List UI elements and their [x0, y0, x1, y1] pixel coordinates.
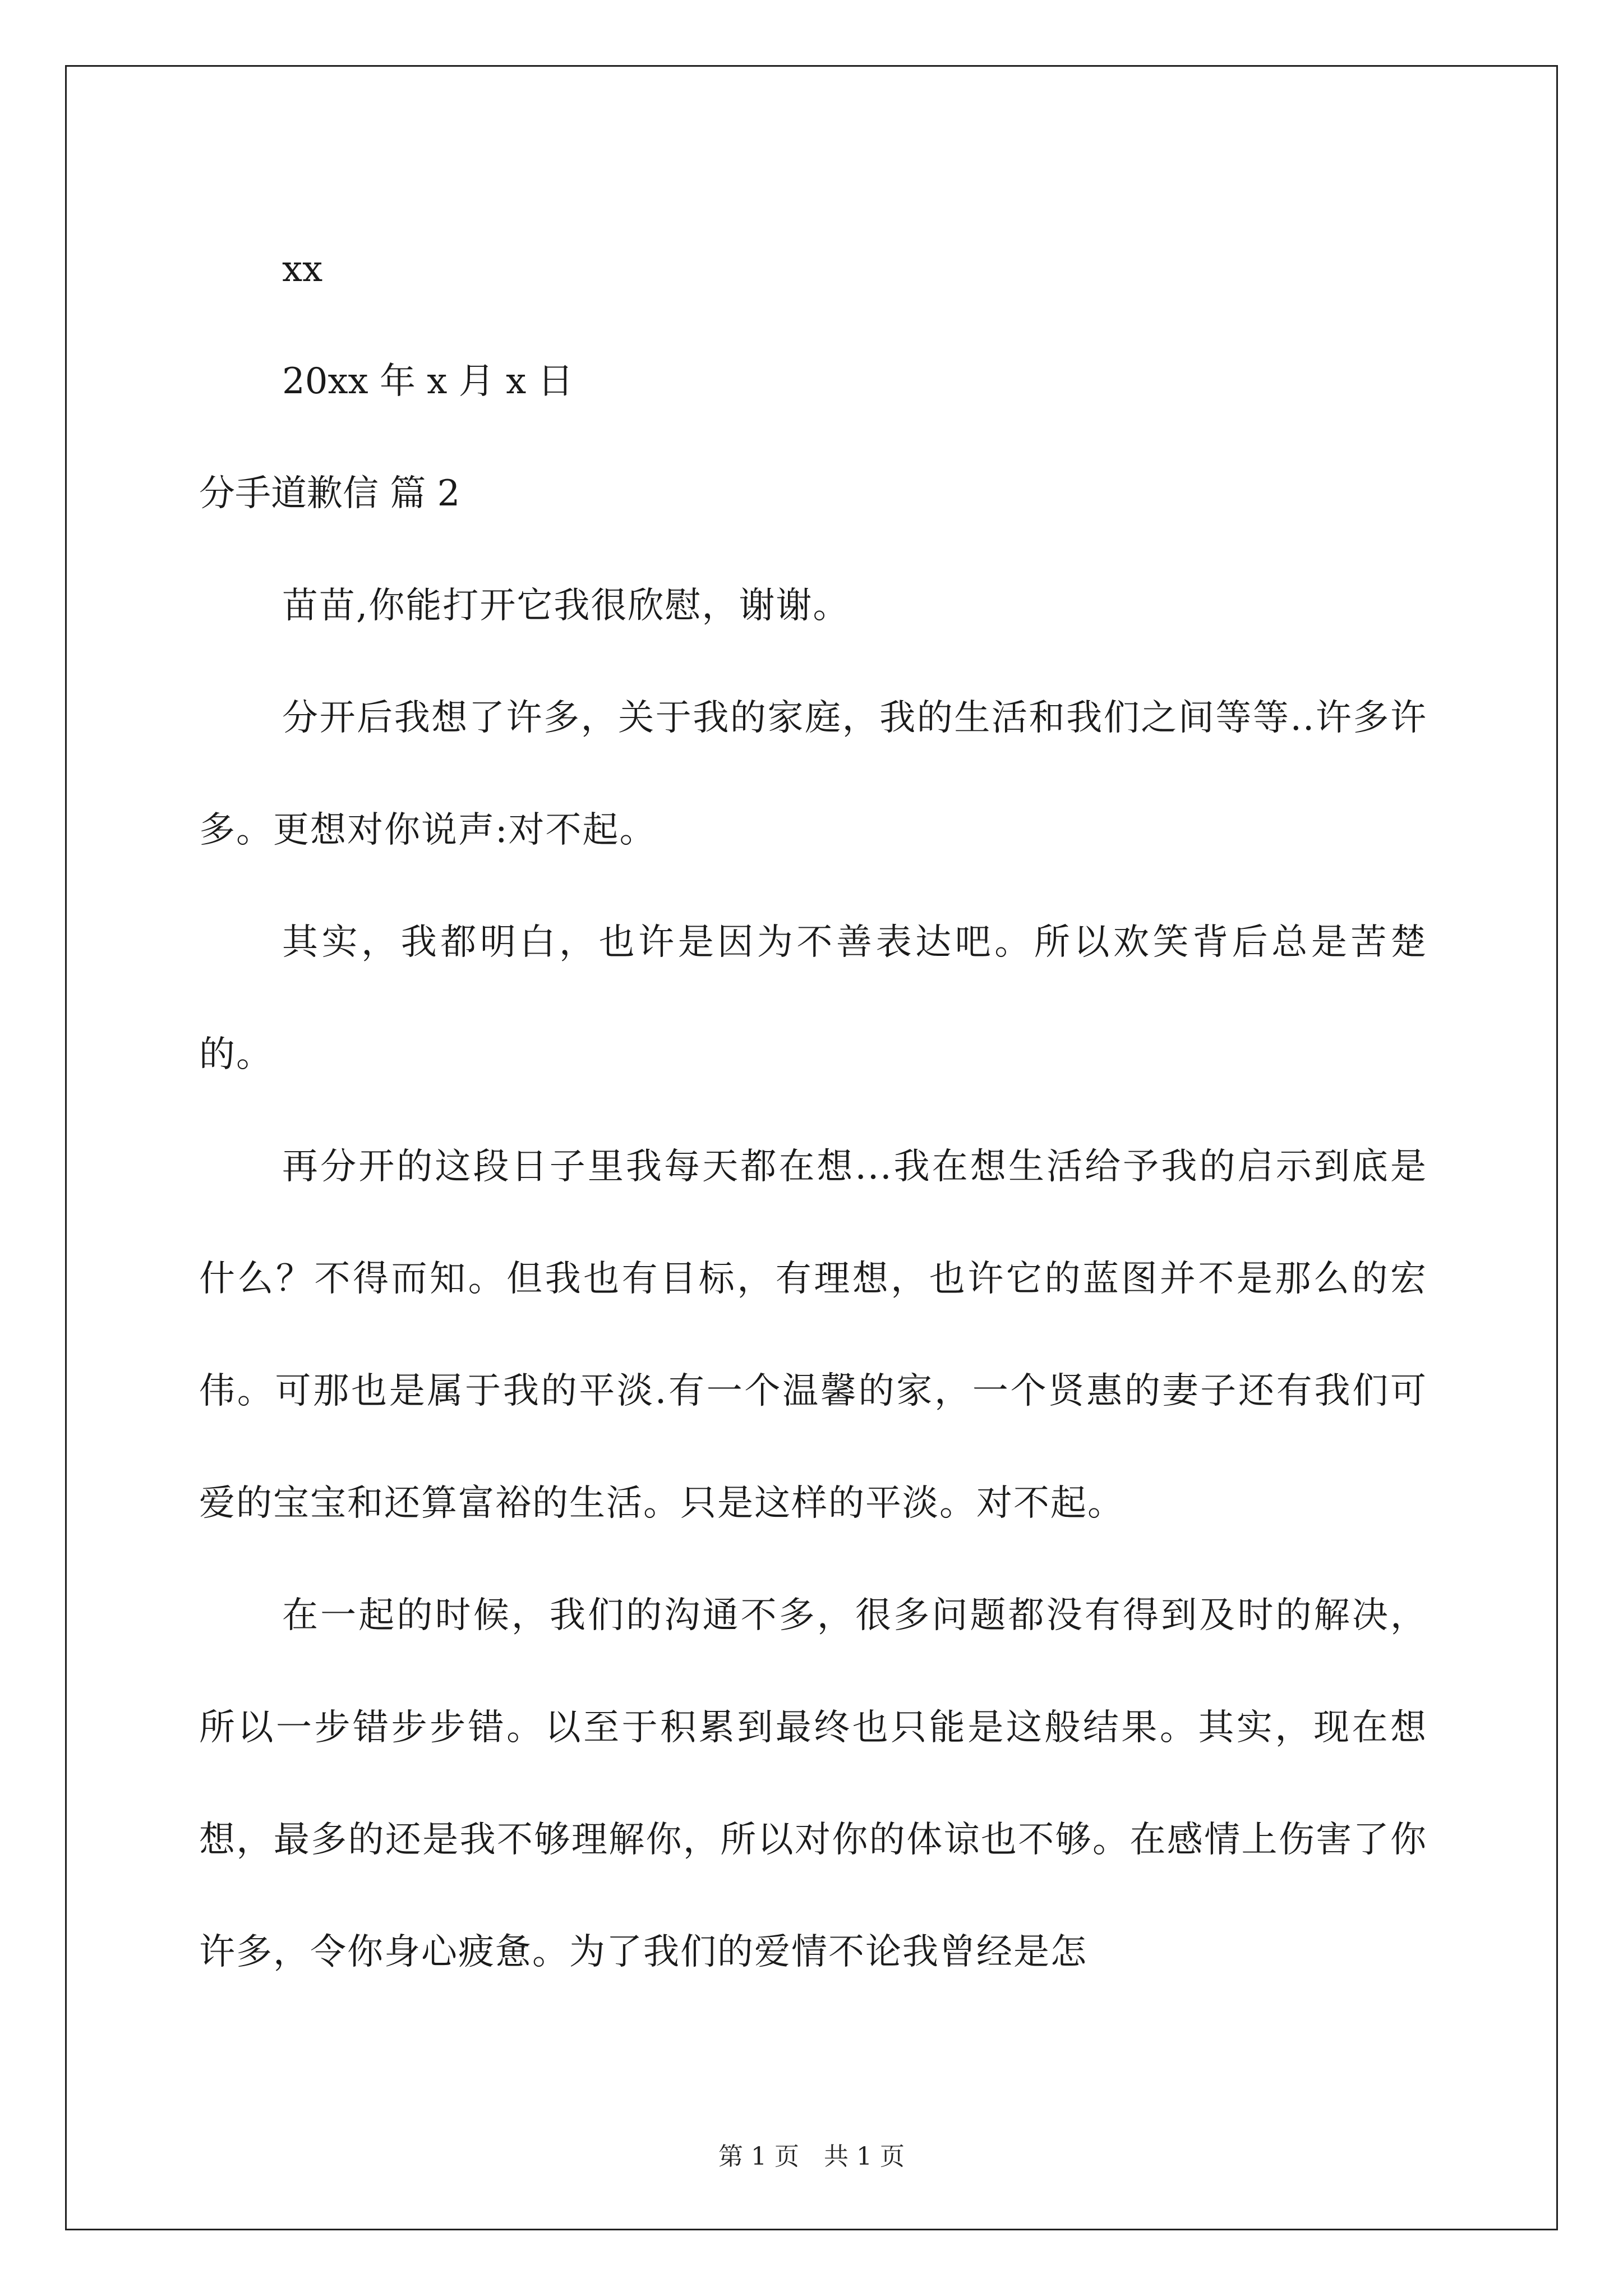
paragraph: 苗苗,你能打开它我很欣慰，谢谢。 [282, 585, 850, 627]
paragraph: 再分开的这段日子里我每天都在想...我在想生活给予我的启示到底是什么？不得而知。但我也有目标，有理想，也许它的蓝图并不是那么的宏伟。可那也是属于我的平淡.有一个温馨的家，一个贤惠的妻子还有我们可爱的宝宝和还算富裕的生活。只是这样的平淡。对不起。 [199, 1146, 1427, 1524]
paragraph: 其实，我都明白，也许是因为不善表达吧。所以欢笑背后总是苦楚的。 [199, 922, 1427, 1075]
signature: xx [282, 249, 323, 290]
date-line: 20xx 年 x 月 x 日 [282, 361, 574, 402]
page-footer: 第 1 页 共 1 页 [718, 2142, 905, 2171]
paragraph: 在一起的时候，我们的沟通不多，很多问题都没有得到及时的解决，所以一步错步步错。以至于积累到最终也只能是这般结果。其实，现在想想，最多的还是我不够理解你，所以对你的体谅也不够。在感情上伤害了你许多，令你身心疲惫。为了我们的爱情不论我曾经是怎 [199, 1595, 1427, 1973]
section-title: 分手道歉信 篇 2 [199, 473, 460, 514]
paragraph: 分开后我想了许多，关于我的家庭，我的生活和我们之间等等..许多许多。更想对你说声:对不起。 [199, 697, 1427, 851]
document-body [199, 213, 1427, 2008]
